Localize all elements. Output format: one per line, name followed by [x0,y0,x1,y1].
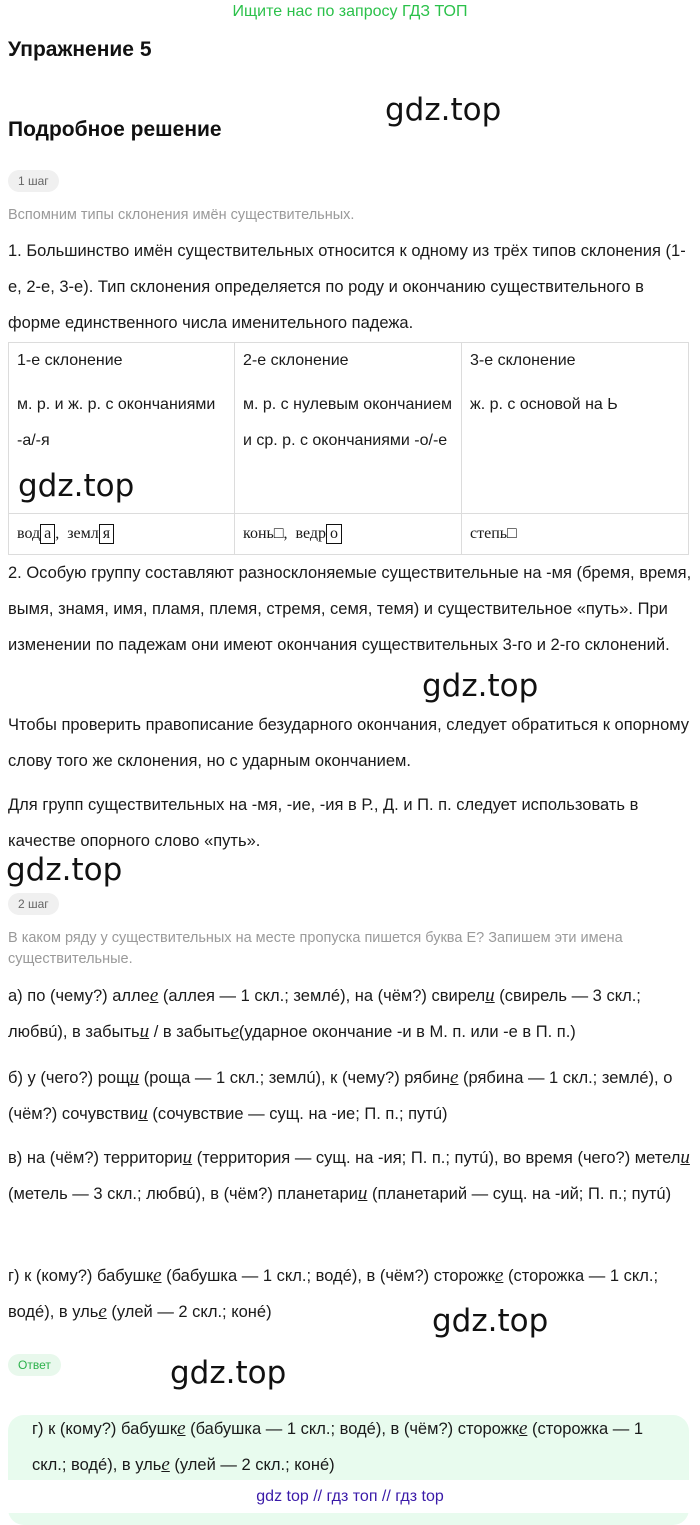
answer-option-a [8,978,693,1050]
example-stem: вод [17,525,41,542]
option-text: (аллея — 1 скл.; землé), на (чём?) свирел [158,987,486,1005]
example-stem: земл [67,525,99,542]
example-stem: ведр [295,525,326,542]
option-text: а) по (чему?) алле [8,987,150,1005]
option-text: / в забыть [149,1023,231,1041]
option-text: в) на (чём?) территори [8,1149,183,1167]
step-1-para-4: Для групп существительных на -мя, -ие, -ия в Р., Д. и П. п. следует использовать в качестве опорного слово «путь». [8,796,639,850]
table-col-title: 3-е склонение [470,352,576,369]
table-col-desc: м. р. и ж. р. с окончаниями -а/-я [17,396,216,449]
step-1-para-3: Чтобы проверить правописание безударного окончания, следует обратиться к опорному слову того же склонения, но с ударным окончанием. [8,716,690,770]
missing-letter: е [518,1418,528,1439]
table-cell [462,343,689,514]
watermark: gdz.top [170,1355,287,1391]
step-2-badge [8,893,59,915]
footer-links[interactable]: gdz top // гдз топ // гдз top [256,1488,444,1505]
watermark: gdz.top [385,92,502,128]
ending-box: о [326,524,342,544]
option-text: (сторожка — 1 скл.; водé), в уль [8,1267,659,1321]
watermark: gdz.top [18,468,135,504]
declension-table [8,342,689,555]
step-1-intro: Вспомним типы склонения имён существительных. [8,207,355,223]
answer-text-part: (бабушка — 1 скл.; водé), в (чём?) сторожк [185,1420,519,1438]
missing-letter: и [357,1183,368,1204]
example-word: конь□, [243,525,288,542]
missing-letter: е [230,1021,239,1042]
missing-letter: е [153,1265,162,1286]
example-word: степь□ [470,525,517,542]
step-1-para-2: 2. Особую группу составляют разносклоняемые существительные на -мя (бремя, время, вымя, знамя, имя, пламя, племя, стремя, семя, темя) и существительное «путь». При изменении по падежам они имеют окончания существительных 3-го и 2-го склонений. [8,564,692,654]
option-text: (планетарий — сущ. на -ий; П. п.; путú) [367,1185,672,1203]
page-title: Упражнение 5 [8,38,152,61]
option-text: (рябина — 1 скл.; землé), о (чём?) сочувстви [8,1069,673,1123]
step-1-badge [8,170,59,192]
search-banner[interactable]: Ищите нас по запросу ГДЗ ТОП [232,3,468,20]
answer-option-g [8,1258,693,1330]
answer-label: Ответ [8,1354,61,1376]
missing-letter: е [494,1265,504,1286]
answer-text-part: (улей — 2 скл.; конé) [169,1456,335,1474]
ending-box: я [99,524,114,544]
answer-option-b [8,1060,693,1132]
missing-letter: и [129,1067,140,1088]
table-col-desc: ж. р. с основой на Ь [470,396,618,413]
missing-letter: е [98,1301,107,1322]
answer-text-part: (сторожка — 1 скл.; водé), в уль [32,1420,644,1474]
option-text: (территория — сущ. на -ия; П. п.; путú), во время (чего?) метел [192,1149,681,1167]
answer-badge [8,1354,61,1376]
missing-letter: е [161,1454,170,1475]
missing-letter: и [139,1021,150,1042]
option-text: г) к (кому?) бабушк [8,1267,154,1285]
missing-letter: и [182,1147,193,1168]
option-text: (метель — 3 скл.; любвú), в (чём?) планетари [8,1185,358,1203]
section-title: Подробное решение [8,118,222,141]
watermark: gdz.top [422,668,539,704]
table-cell [235,514,462,555]
answer-text [32,1411,677,1483]
watermark: gdz.top [432,1303,549,1339]
table-cell: вод а , земл я [9,514,235,555]
option-text: (свирель — 3 скл.; любвú), в забыть [8,987,641,1041]
missing-letter: и [485,985,495,1006]
missing-letter: е [449,1067,459,1088]
step-1-label: 1 шаг [8,170,59,192]
answer-text-part: г) к (кому?) бабушк [32,1420,178,1438]
missing-letter: е [149,985,159,1006]
option-text: (роща — 1 скл.; землú), к (чему?) рябин [139,1069,450,1087]
option-text: б) у (чего?) рощ [8,1069,130,1087]
watermark: gdz.top [6,852,123,888]
option-text: (бабушка — 1 скл.; водé), в (чём?) сторожк [161,1267,495,1285]
option-text: (сочувствие — сущ. на -ие; П. п.; путú) [147,1105,448,1123]
ending-box: а [40,524,55,544]
table-cell [462,514,689,555]
table-col-title: 2-е склонение [243,352,349,369]
missing-letter: и [138,1103,148,1124]
table-col-desc: м. р. с нулевым окончанием и ср. р. с окончаниями -о/-е [243,396,453,449]
option-text: (ударное окончание -и в М. п. или -е в П. п.) [238,1023,576,1041]
step-1-para-1: 1. Большинство имён существительных относится к одному из трёх типов склонения (1-е, 2-е, 3-е). Тип склонения определяется по роду и окончанию существительного в форме единственного числа именительного падежа. [8,242,686,332]
answer-option-v [8,1140,693,1212]
step-2-label: 2 шаг [8,893,59,915]
table-col-title: 1-е склонение [17,352,123,369]
table-cell [235,343,462,514]
missing-letter: е [177,1418,186,1439]
option-text: (улей — 2 скл.; конé) [106,1303,272,1321]
step-2-intro: В каком ряду у существительных на месте пропуска пишется буква Е? Запишем эти имена существительные. [8,930,623,967]
missing-letter: и [680,1147,690,1168]
